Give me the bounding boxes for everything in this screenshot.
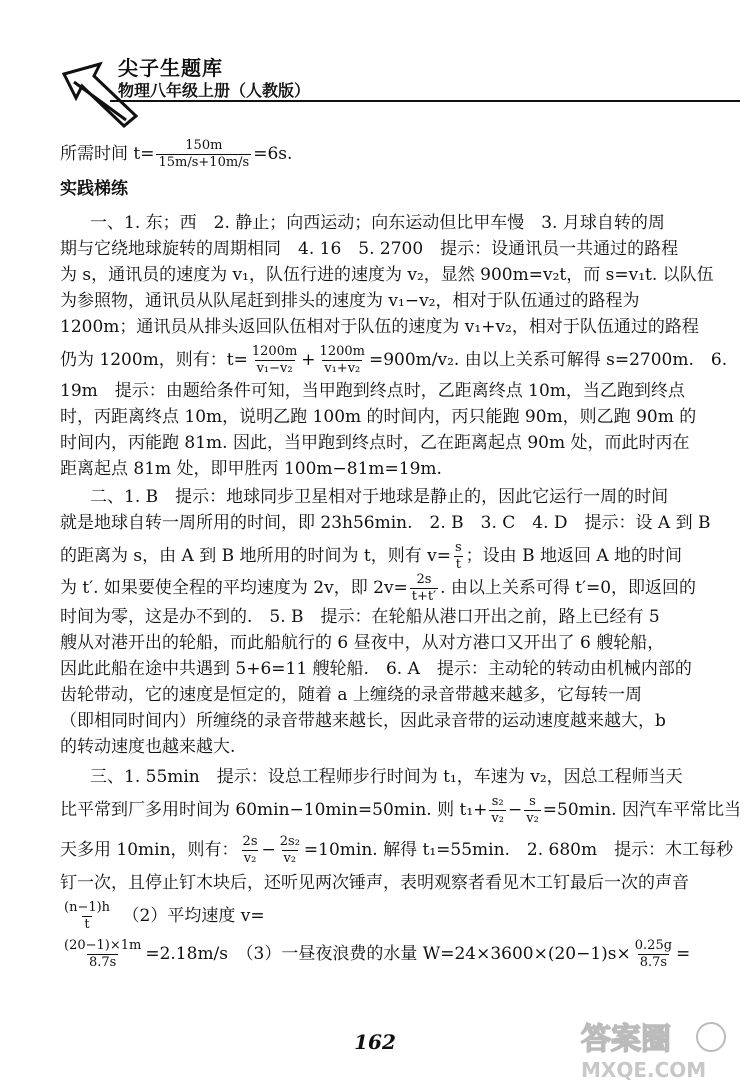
text-line: 所需时间 t= $\frac{150m}{15m/s+10m/s}$ =6s. [60, 138, 293, 170]
text-line: 距离起点 81m 处，即甲胜丙 100m−81m=19m. [60, 459, 442, 479]
text-line: 时间为零，这是办不到的. 5. B 提示：在轮船从港口开出之前，路上已经有 5 [60, 607, 660, 627]
book-title: 尖子生题库 [118, 56, 223, 80]
text-line: 二、1. B 提示：地球同步卫星相对于地球是静止的，因此它运行一周的时间 [90, 487, 669, 507]
text-line: 为 s，通讯员的速度为 v₁，队伍行进的速度为 v₂，显然 900m=v₂t，而 s=v₁t. 以队伍 [60, 265, 714, 285]
fraction: $\frac{s}{t}$ [455, 540, 462, 572]
text-line: 的转动速度也越来越大. [60, 737, 236, 757]
text-line: 比平常到厂多用时间为 60min−10min=50min. 则 t₁+ $\frac{\text{s₂}}{\text{v₂}}$ − $\frac{s}{\text{v₂}}$ =50min. 因汽车平常比当 [60, 794, 741, 826]
text-line: 钉一次，且停止钉木块后，还听见两次锤声，表明观察者看见木工钉最后一次的声音 [60, 873, 689, 893]
text-line: $\frac{(20-1)\times 1m}{8.7s}$ =2.18m/s （3）一昼夜浪费的水量 W=24×3600×(20−1)s× $\frac{0.25g}{8.7s}$ = [64, 938, 691, 970]
text-line: 时，丙距离终点 10m，说明乙跑 100m 的时间内，丙只能跑 90m，则乙跑 90m 的 [60, 407, 697, 427]
text-line: 仍为 1200m，则有：t= $\frac{1200m}{\text{v₁−v₂}}$ + $\frac{1200m}{\text{v₁+v₂}}$ =900m/v₂. 由以上关系可解得 s=2700m. 6. [60, 344, 728, 376]
text-line: 齿轮带动，它的速度是恒定的，随着 a 上缠绕的录音带越来越多，它每转一周 [60, 685, 642, 705]
fraction: $\frac{\text{2s₂}}{\text{v₂}}$ [279, 834, 300, 866]
book-subtitle: 物理八年级上册（人教版） [118, 81, 311, 100]
text-line: 就是地球自转一周所用的时间，即 23h56min. 2. B 3. C 4. D 提示：设 A 到 B [60, 513, 711, 533]
text-line: $\frac{(n-1)h}{t}$ （2）平均速度 v= [64, 900, 265, 932]
fraction: $\frac{2s}{\text{v₂}}$ [242, 834, 258, 866]
text-line: 三、1. 55min 提示：设总工程师步行时间为 t₁，车速为 v₂，因总工程师当天 [90, 767, 683, 787]
fraction: $\frac{0.25g}{8.7s}$ [634, 938, 673, 970]
text-line: 期与它绕地球旋转的周期相同 4. 16 5. 2700 提示：设通讯员一共通过的路程 [60, 239, 679, 259]
fraction: $\frac{\text{s₂}}{\text{v₂}}$ [491, 794, 504, 826]
text-line: 一、1. 东；西 2. 静止；向西运动；向东运动但比甲车慢 3. 月球自转的周 [90, 213, 665, 233]
text-line: （即相同时间内）所缠绕的录音带越来越长，因此录音带的运动速度越来越大，b [60, 711, 666, 731]
text-line: 因此此船在途中共遇到 5+6=11 艘轮船. 6. A 提示：主动轮的转动由机械内部的 [60, 659, 692, 679]
section-heading: 实践梯练 [60, 179, 128, 199]
text-line: 1200m；通讯员从排头返回队伍相对于队伍的速度为 v₁+v₂，相对于队伍通过的路程 [60, 317, 699, 337]
fraction: $\frac{2s}{t+t'}$ [411, 572, 437, 604]
text-line: 为参照物，通讯员从队尾赶到排头的速度为 v₁−v₂，相对于队伍通过的路程为 [60, 291, 640, 311]
header-rule [110, 100, 740, 102]
page-header [0, 0, 750, 125]
fraction: $\frac{s}{\text{v₂}}$ [526, 794, 539, 826]
text-line: 时间内，丙能跑 81m. 因此，当甲跑到终点时，乙在距离起点 90m 处，而此时丙在 [60, 433, 690, 453]
fraction: $\frac{150m}{15m/s+10m/s}$ [158, 138, 250, 170]
fraction: $\frac{1200m}{\text{v₁−v₂}}$ [251, 344, 298, 376]
page-number: 162 [354, 1030, 396, 1054]
text-line: 的距离为 s，由 A 到 B 地所用的时间为 t，则有 v= $\frac{s}{t}$ ；设由 B 地返回 A 地的时间 [60, 540, 683, 572]
watermark-line1: 答案圈 [581, 1022, 671, 1057]
watermark-line2: MXQE.COM [581, 1058, 707, 1082]
text-line: 艘从对港开出的轮船，而此船航行的 6 昼夜中，从对方港口又开出了 6 艘轮船， [60, 633, 665, 653]
text-line: 19m 提示：由题给条件可知，当甲跑到终点时，乙距离终点 10m，当乙跑到终点 [60, 381, 685, 401]
text-line: 为 t′. 如果要使全程的平均速度为 2v，即 2v= $\frac{2s}{t+t'}$ . 由以上关系可得 t′=0，即返回的 [60, 572, 697, 604]
fraction: $\frac{(20-1)\times 1m}{8.7s}$ [64, 938, 142, 970]
watermark-logo-icon [577, 1013, 732, 1083]
text-line: 天多用 10min，则有： $\frac{2s}{\text{v₂}}$ − $\frac{\text{2s₂}}{\text{v₂}}$ =10min. 解得 t₁=55min. 2. 680m 提示：木工每秒 [60, 834, 734, 866]
fraction: $\frac{1200m}{\text{v₁+v₂}}$ [319, 344, 365, 376]
fraction: $\frac{(n-1)h}{t}$ [64, 900, 111, 932]
